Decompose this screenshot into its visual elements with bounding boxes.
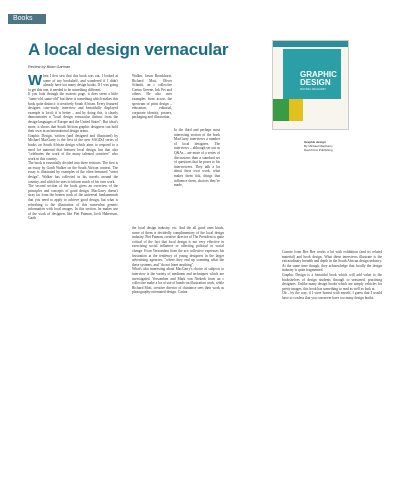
headline: A local design vernacular [28,40,229,59]
cover-band [273,41,348,47]
body-paragraph: Oh – by the way, if I were honest with myself, I guess that I would have to confess that you can never have too many design books. [282,291,382,300]
lead-text: hen I first saw that this book was out, I looked at some of my bookshelf, and wondered if I didn't already have too many design books. If I was going to get this one, it needed to be something different. [28,74,118,92]
lead-paragraph [28,74,118,92]
article-column-1 [28,74,118,221]
article-column-2-side [174,128,220,188]
body-paragraph: Comrie from Bee Bee works a lot with exhibition (and its related material) and book design. What these interviews illustrate is the extraordinary breadth and depth in the South African design industry. At the same time though, they acknowledge that locally the design industry is quite fragmented. [282,250,382,273]
byline: Review by Brian Garman [28,65,71,69]
body-paragraph: Walker, Jason Bronkhorst, Richard Mott, Oliver Schmitt, an c collective Carina Greene, Ink Pet and others. He also uses examples from across the spectrum of print design – education, editorial, corporate identity, posters, packaging and illustration. [132,74,172,120]
body-paragraph: In the third and perhaps most interesting section of the book MacGarry interviews a number of local designers. The interviews – although set out as Q&As – are more of a series of discussions than a standard set of questions that he poses to his interviewees. They talk a lot about their own work, what makes them tick, things that influence them, choices they've made, [174,128,220,188]
caption-author: By Michael MacGarry [304,144,333,149]
cover-green-block [273,99,289,121]
body-paragraph: Graphic Design, written (and designed and illustrated) by Michael MacGarry is the first of the new SAGDsI series of books on South African design which aims to respond to a need for material that features local design, but that also "celebrates the work of the many talented creatives" who work in this country. [28,133,118,161]
caption-publisher: David Krut Publishing [304,148,333,153]
body-paragraph: Graphic Design is a beautiful book which will add value to the bookshelves of design students through to seasoned, practising designers. Unlike many design books which are simply vehicles for pretty images, this book has something to read as well as look at. [282,272,382,291]
body-paragraph: the local design industry, etc. And the all good ones kinds, some of them is decidedly complimentary of the local design industry. Piet Paiman, creative director of The President is quite critical of the fact that local design is not very effective in exercising social influence or affecting political or social change. Evan Versomben from the ace collective expresses his frustration at the tendency of young designers in the larger advertising agencies, "where they end up scanning what the these systems, and "do not learn anything". [132,226,224,267]
section-tag: Books [8,14,46,24]
article-column-2-lower [132,226,224,295]
cover-yellow-block [289,99,303,121]
caption-title: Graphic design [304,140,326,144]
drop-cap: W [28,72,43,89]
body-paragraph: The book is essentially divided into three sections. The first is an essay by Garth Walker on the South African context. The essay is illustrated by examples of the often bemused "street design". Walker has collected in his travels around the country, and which he uses to inform much of his own work. [28,161,118,184]
book-cover-image [272,40,349,130]
body-paragraph: If you look through the esoteric page, it does seem a little "same-old, same-old" but there is something which makes this book quite distinct: it creatively South African. Every featured designer, case-study, interview and beautifully displayed example is local; it is better – and by doing this, it clearly demonstrates a "local design vernacular distinct from the design languages of Europe and the United States". But what's more, it shows that South African graphic designers can hold their own in an international design arena. [28,92,118,134]
article-column-2 [132,74,210,120]
cover-author: MICHAEL MACGARRY [300,88,327,91]
article-column-3 [282,250,382,301]
cover-title: GRAPHIC DESIGN [300,70,337,87]
body-paragraph: What's also interesting about MacGarry's choice of subjects to interview is the variety of mediums and techniques which are investigated. Versomben and Mark van Niekerk from an c collective make a lot of use of hands-on illustration work, while Richard Mott, creative director of cluntance sees their work as photography-orientated design. Carina [132,267,224,295]
book-caption [304,140,333,153]
body-paragraph: The second section of the book gives an overview of the principles and concepts of good design. MacGarry doesn't stray far from the beaten track of the universal fundamentals that you need to apply to achieve good design, but what is refreshing is the illustration of this somewhat generic information with local images. In this section, he makes use of the work of designers like Piet Paiman, Joeli Habertson, Garth [28,184,118,221]
